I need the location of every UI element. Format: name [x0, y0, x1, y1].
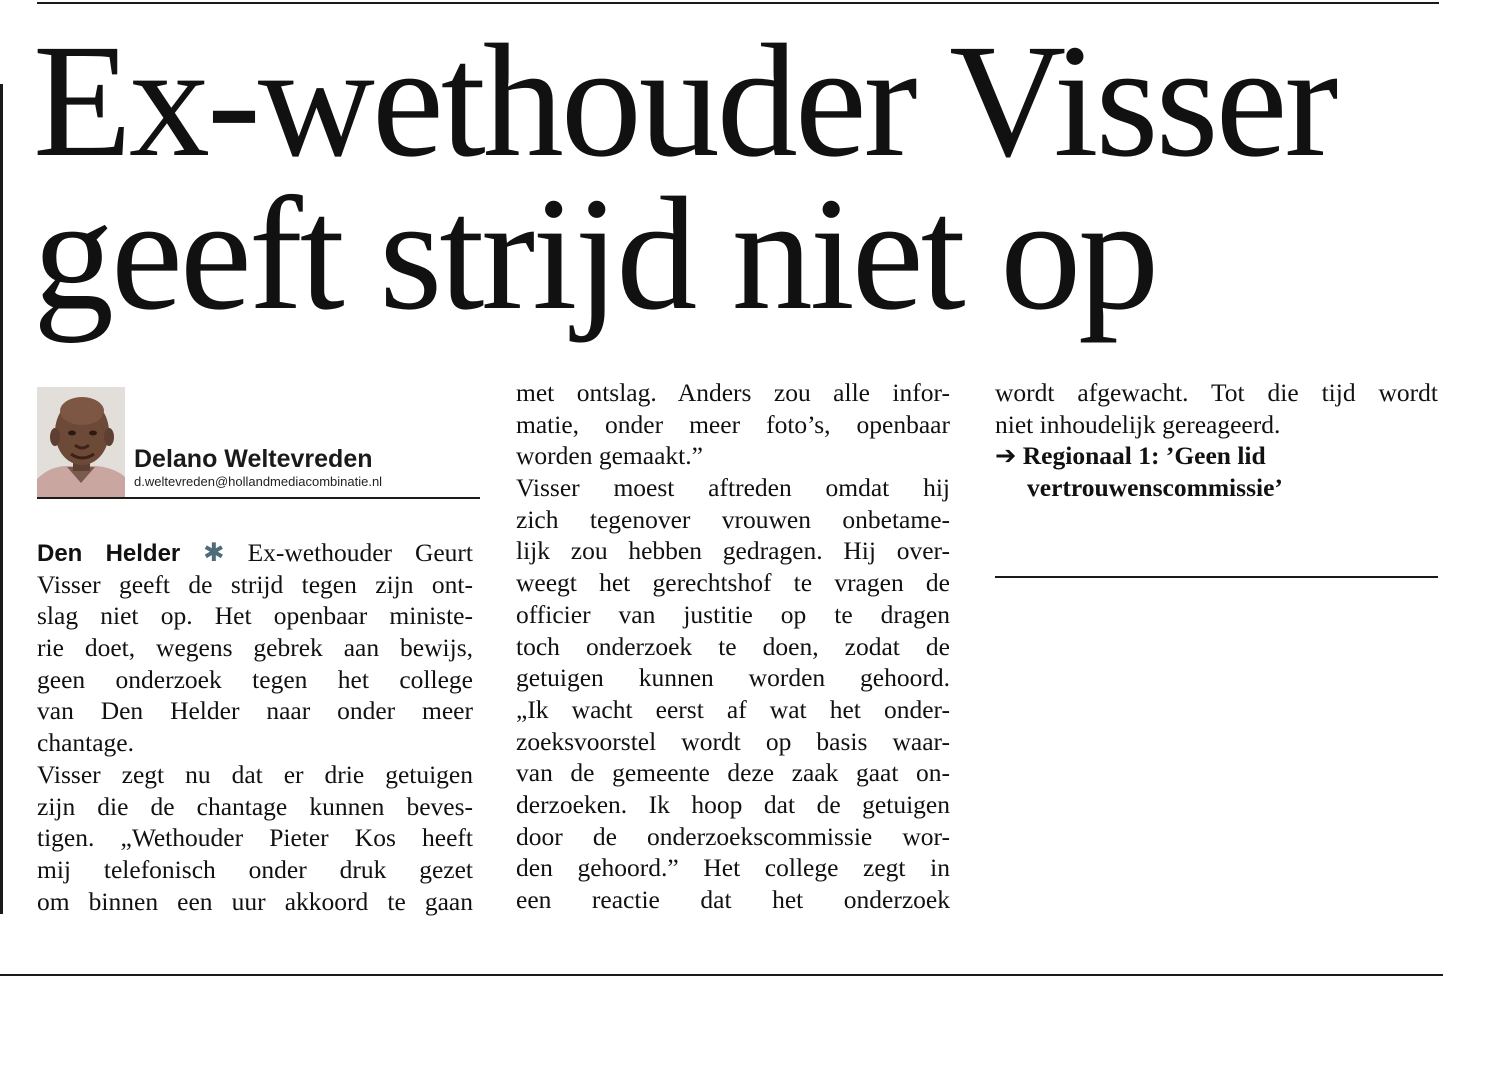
article-column-2 — [516, 377, 950, 916]
body-line: met ontslag. Anders zou alle infor- — [516, 378, 950, 407]
bottom-rule — [0, 974, 1443, 976]
top-rule — [37, 2, 1439, 4]
body-line: matie, onder meer foto’s, openbaar — [516, 409, 950, 439]
author-email[interactable]: d.weltevreden@hollandmediacombinatie.nl — [134, 474, 383, 489]
body-line: getuigen kunnen worden gehoord. — [516, 663, 950, 693]
body-line: geen onderzoek tegen het college — [37, 664, 473, 694]
arrow-right-icon: ➔ — [995, 441, 1017, 472]
headline-line-2: geeft strijd niet op — [33, 165, 1157, 344]
body-line: tigen. „Wethouder Pieter Kos heeft — [37, 823, 473, 853]
related-article-line-2[interactable]: vertrouwenscommissie’ — [1027, 473, 1283, 503]
article-column-3 — [995, 377, 1438, 504]
body-line: Visser zegt nu dat er drie getuigen — [37, 759, 473, 789]
dateline: Den Helder — [37, 540, 181, 567]
related-article-line-1: Regionaal 1: ’Geen lid — [1022, 441, 1266, 471]
body-line: zijn die de chantage kunnen beves- — [37, 791, 473, 821]
body-line: rie doet, wegens gebrek aan bewijs, — [37, 633, 473, 663]
body-line: den gehoord.” Het college zegt in — [516, 853, 950, 883]
headline-line-1: Ex-wethouder Visser — [33, 12, 1336, 191]
body-line: zich tegenover vrouwen onbetame- — [516, 504, 950, 534]
body-line: een reactie dat het onderzoek — [516, 885, 950, 914]
author-photo — [37, 387, 125, 497]
body-line: om binnen een uur akkoord te gaan — [37, 886, 473, 916]
body-line: mij telefonisch onder druk gezet — [37, 854, 473, 884]
body-line: chantage. — [37, 728, 134, 758]
body-line: Visser moest aftreden omdat hij — [516, 473, 950, 503]
body-line: slag niet op. Het openbaar ministe- — [37, 601, 473, 631]
author-name: Delano Weltevreden — [134, 445, 373, 473]
body-line: worden gemaakt.” — [516, 441, 703, 471]
related-article-link[interactable] — [995, 440, 1438, 472]
body-line: niet inhoudelijk gereageerd. — [995, 409, 1281, 439]
article-column-1 — [37, 537, 473, 917]
column-3-rule — [995, 576, 1438, 578]
body-line: lijk zou hebben gedragen. Hij over- — [516, 536, 950, 566]
body-line: officier van justitie op te dragen — [516, 599, 950, 629]
body-line: door de onderzoekscommissie wor- — [516, 821, 950, 851]
body-line: Visser geeft de strijd tegen zijn ont- — [37, 569, 473, 599]
asterisk-icon: ✱ — [203, 538, 225, 568]
body-line: zoeksvoorstel wordt op basis waar- — [516, 726, 950, 756]
lead-text: Ex-wethouder Geurt — [247, 538, 473, 567]
body-line: toch onderzoek te doen, zodat de — [516, 631, 950, 661]
body-line: derzoeken. Ik hoop dat de getuigen — [516, 789, 950, 819]
body-line: weegt het gerechtshof te vragen de — [516, 568, 950, 598]
article-lead-line — [37, 537, 473, 569]
byline-rule — [37, 497, 480, 499]
left-column-rule — [0, 84, 3, 914]
body-line: van Den Helder naar onder meer — [37, 696, 473, 726]
body-line: „Ik wacht eerst af wat het onder- — [516, 694, 950, 724]
body-line: van de gemeente deze zaak gaat on- — [516, 758, 950, 788]
body-line: wordt afgewacht. Tot die tijd wordt — [995, 378, 1438, 407]
